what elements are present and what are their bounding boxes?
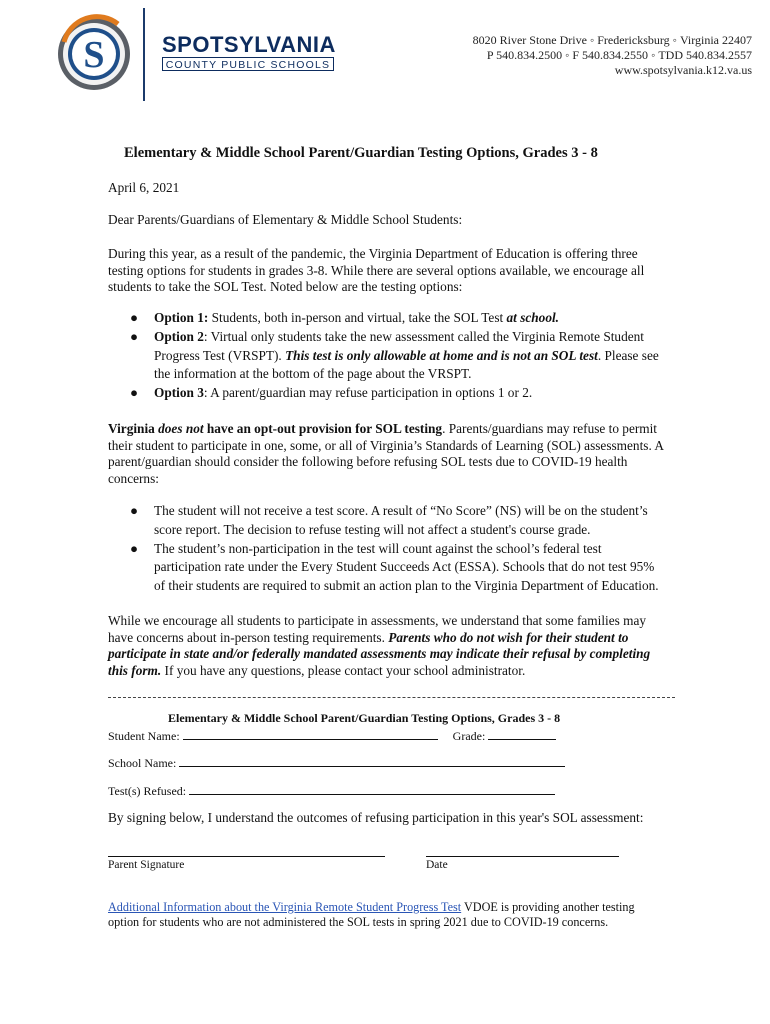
- optout-paragraph: Virginia does not have an opt-out provision for SOL testing. Parents/guardians may refuse to permit their student to participate in one, some, or all of Virginia’s Standards of Learning (SOL) assessments. A parent/guardian should consider the following before refusing SOL tests due to COVID-19 health concerns:: [108, 421, 664, 486]
- grade-field[interactable]: [488, 727, 556, 740]
- option-3: ● Option 3: A parent/guardian may refuse participation in options 1 or 2.: [130, 385, 533, 401]
- district-name: SPOTSYLVANIA: [162, 32, 336, 57]
- date-label: Date: [426, 859, 448, 871]
- tests-refused-row: [108, 782, 668, 798]
- closing-paragraph: While we encourage all students to participate in assessments, we understand that some families may have concerns about in-person testing requirements. Parents who do not wish for their student to participate in state and/or federally mandated assessments may indicate their refusal by completing this form. If you have any questions, please contact your school administrator.: [108, 613, 651, 678]
- student-name-row: [108, 727, 668, 743]
- student-name-field[interactable]: [183, 727, 438, 740]
- district-brand: [162, 34, 337, 71]
- option-2: ● Option 2: Virtual only students take the new assessment called the Virginia Remote Student Progress Test (VRSPT). This test is only allowable at home and is not an SOL test. Please see the information at the bottom of the page about the VRSPT.: [130, 328, 659, 382]
- address-line: 8020 River Stone Drive ◦ Fredericksburg ◦ Virginia 22407: [472, 33, 752, 47]
- district-logo: [56, 14, 134, 94]
- consequences-list: [108, 502, 668, 596]
- consequence-item: ● The student’s non-participation in the test will count against the school’s federal test participation rate under the Every Student Succeeds Act (ESSA). Schools that do not test 95% of their students are required to submit an action plan to the Virginia Department of Education.: [130, 540, 659, 594]
- signature-field[interactable]: [108, 846, 385, 857]
- tests-refused-label: Test(s) Refused:: [108, 784, 187, 798]
- letter-date: April 6, 2021: [108, 180, 180, 195]
- tests-refused-field[interactable]: [189, 782, 555, 795]
- option-1: ● Option 1: Students, both in-person and virtual, take the SOL Test at school.: [130, 310, 559, 325]
- website: www.spotsylvania.k12.va.us: [614, 63, 752, 77]
- district-subtitle: COUNTY PUBLIC SCHOOLS: [162, 57, 334, 71]
- school-name-label: School Name:: [108, 756, 177, 770]
- school-name-row: [108, 754, 668, 770]
- svg-text:S: S: [83, 34, 105, 76]
- vrspt-info-link[interactable]: Additional Information about the Virginia Remote Student Progress Test: [108, 900, 462, 914]
- intro-paragraph: During this year, as a result of the pandemic, the Virginia Department of Education is offering three testing options for students in grades 3-8. While there are several options available, we encourage all students to take the SOL Test. Noted below are the testing options:: [108, 246, 645, 295]
- letter-title: Elementary & Middle School Parent/Guardian Testing Options, Grades 3 - 8: [124, 145, 598, 161]
- cut-line: [108, 697, 675, 698]
- options-list: [108, 309, 668, 403]
- salutation: Dear Parents/Guardians of Elementary & Middle School Students:: [108, 212, 463, 227]
- school-name-field[interactable]: [179, 754, 565, 767]
- header-divider: [143, 8, 145, 101]
- agreement-statement: By signing below, I understand the outcomes of refusing participation in this year's SOL assessment:: [108, 810, 644, 825]
- consequence-item: ● The student will not receive a test score. A result of “No Score” (NS) will be on the student’s score report. The decision to refuse testing will not affect a student's course grade.: [130, 503, 648, 537]
- grade-label: Grade:: [452, 729, 486, 743]
- phone-line: P 540.834.2500 ◦ F 540.834.2550 ◦ TDD 540.834.2557: [486, 48, 752, 62]
- contact-info: [473, 33, 752, 78]
- form-title: Elementary & Middle School Parent/Guardian Testing Options, Grades 3 - 8: [168, 711, 561, 725]
- date-field[interactable]: [426, 846, 619, 857]
- student-name-label: Student Name:: [108, 729, 180, 743]
- footer-note: Additional Information about the Virginia Remote Student Progress Test VDOE is providing another testing option for students who are not administered the SOL tests in spring 2021 due to COVID-19 concerns.: [108, 900, 635, 929]
- signature-label: Parent Signature: [108, 859, 185, 871]
